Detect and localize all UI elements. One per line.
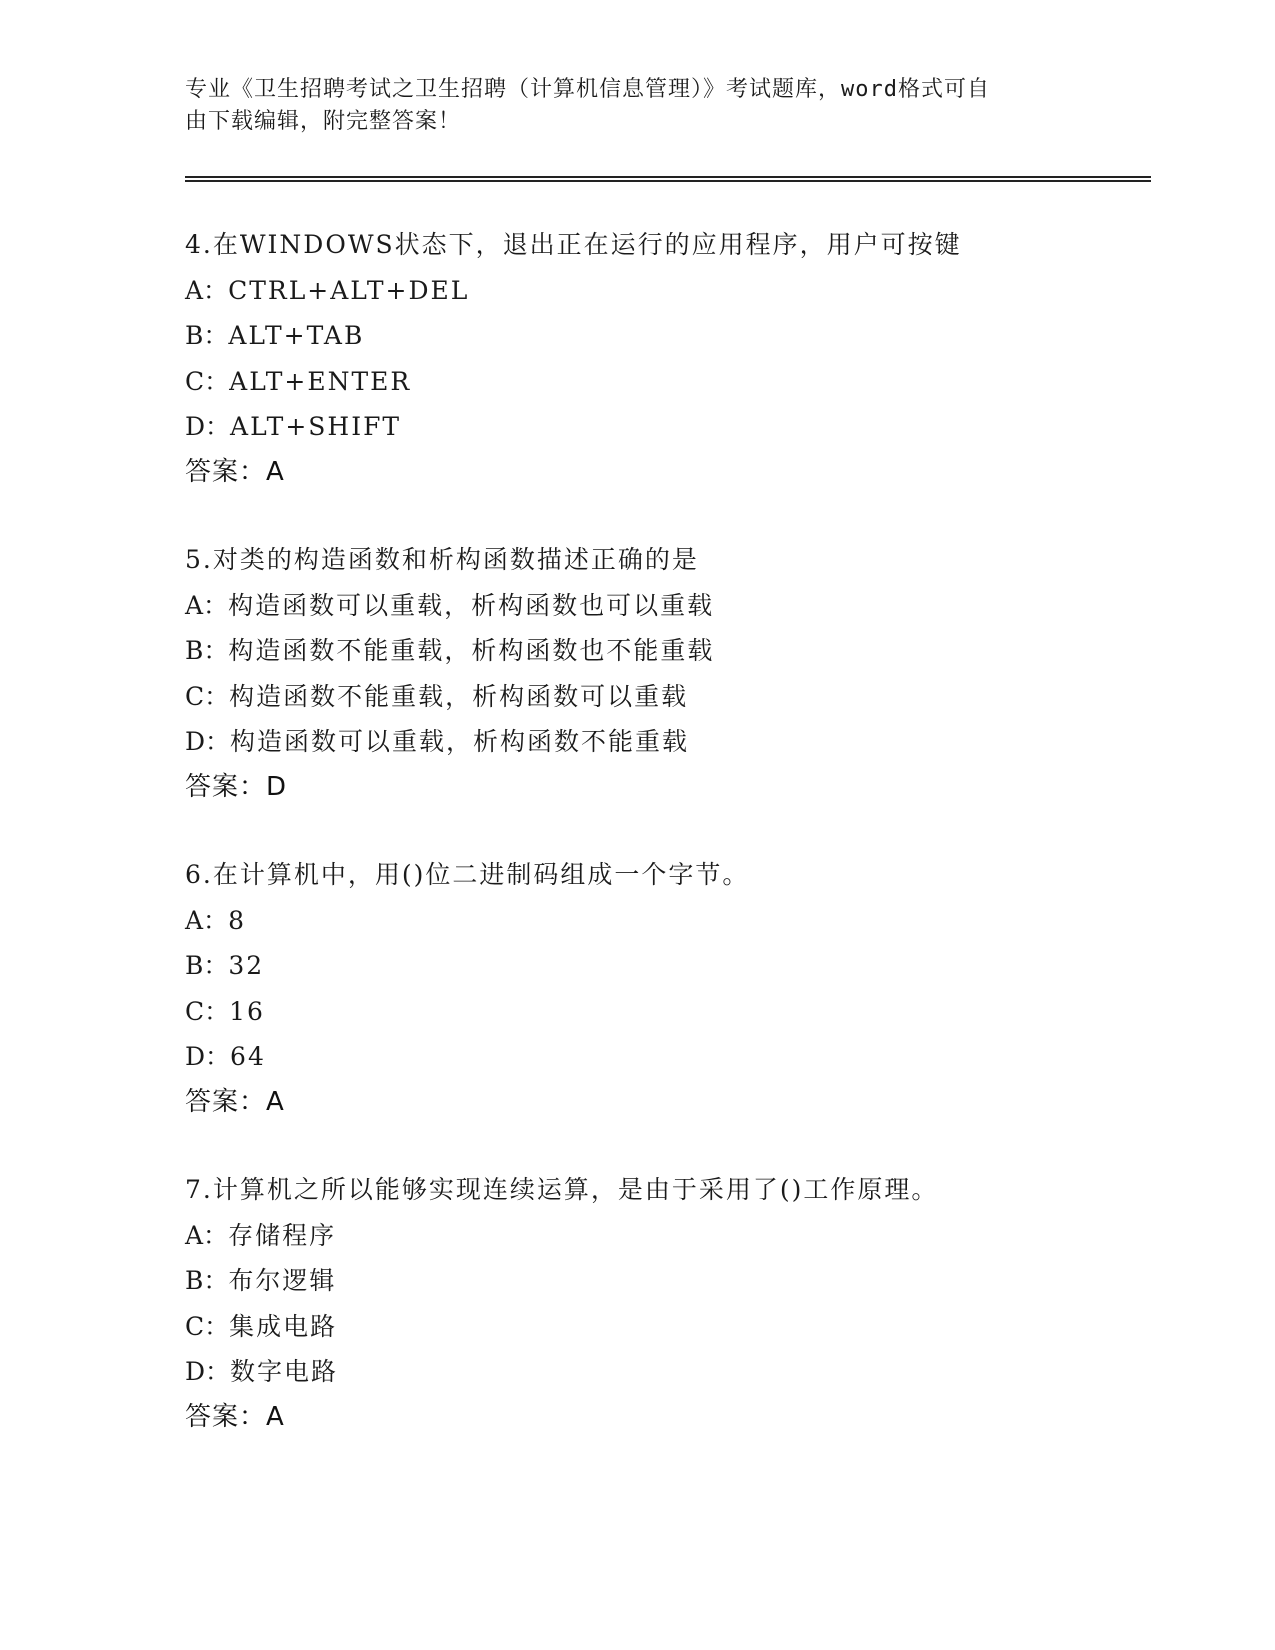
header-line-1: 专业《卫生招聘考试之卫生招聘（计算机信息管理）》考试题库，word格式可自 [185, 77, 990, 102]
option-text: 8 [228, 905, 246, 935]
option-key: B： [185, 321, 229, 350]
option-key: B： [185, 1266, 229, 1295]
option-key: A： [185, 1220, 229, 1250]
option-text: 存储程序 [228, 1220, 337, 1250]
header-double-rule [185, 176, 1151, 182]
option-a [185, 268, 1145, 314]
option-text: 构造函数不能重载，析构函数也不能重载 [228, 636, 715, 665]
option-a [185, 1213, 1145, 1259]
option-key: C： [185, 996, 230, 1026]
option-key: B： [185, 636, 229, 665]
question-stem: 6.在计算机中，用()位二进制码组成一个字节。 [185, 860, 750, 889]
answer-label: 答案：A [185, 1086, 285, 1117]
option-key: A： [185, 905, 229, 935]
option-b [185, 1258, 1145, 1304]
option-text: 16 [229, 996, 265, 1026]
option-key: C： [185, 366, 230, 396]
option-key: D： [185, 1042, 231, 1071]
option-key: B： [185, 951, 229, 980]
option-d [185, 404, 1145, 450]
option-c [185, 1304, 1145, 1350]
question-6 [185, 852, 1145, 1125]
option-c [185, 674, 1145, 720]
question-4 [185, 222, 1145, 495]
answer-label: 答案：D [185, 771, 288, 802]
option-key: C： [185, 1311, 230, 1341]
option-key: C： [185, 681, 230, 711]
option-b [185, 943, 1145, 989]
answer-label: 答案：A [185, 1401, 285, 1432]
option-b [185, 313, 1145, 359]
option-a [185, 583, 1145, 629]
question-5 [185, 537, 1145, 810]
option-b [185, 628, 1145, 674]
option-key: D： [185, 1357, 231, 1386]
option-d [185, 1349, 1145, 1395]
option-c [185, 989, 1145, 1035]
option-text: 构造函数不能重载，析构函数可以重载 [229, 681, 689, 711]
question-stem: 4.在WINDOWS状态下，退出正在运行的应用程序，用户可按键 [185, 230, 962, 259]
option-key: A： [185, 590, 229, 620]
option-text: 数字电路 [230, 1357, 339, 1386]
option-text: 集成电路 [229, 1311, 338, 1341]
option-text: 构造函数可以重载，析构函数也可以重载 [228, 590, 715, 620]
option-c [185, 359, 1145, 405]
document-header [185, 74, 1065, 138]
option-text: 布尔逻辑 [228, 1266, 337, 1295]
question-7 [185, 1167, 1145, 1440]
option-text: 32 [228, 951, 265, 980]
question-stem: 7.计算机之所以能够实现连续运算，是由于采用了()工作原理。 [185, 1175, 939, 1204]
question-stem: 5.对类的构造函数和析构函数描述正确的是 [185, 545, 699, 574]
option-key: D： [185, 412, 231, 441]
option-text: 构造函数可以重载，析构函数不能重载 [230, 727, 690, 756]
option-text: ALT+ENTER [229, 366, 412, 396]
option-d [185, 1034, 1145, 1080]
option-text: ALT+TAB [228, 321, 365, 350]
option-key: A： [185, 275, 229, 305]
option-d [185, 719, 1145, 765]
header-line-2: 由下载编辑，附完整答案！ [185, 109, 462, 134]
option-a [185, 898, 1145, 944]
answer-label: 答案：A [185, 456, 285, 487]
option-text: 64 [230, 1042, 266, 1071]
option-text: CTRL+ALT+DEL [228, 275, 470, 305]
option-key: D： [185, 727, 231, 756]
option-text: ALT+SHIFT [230, 412, 402, 441]
